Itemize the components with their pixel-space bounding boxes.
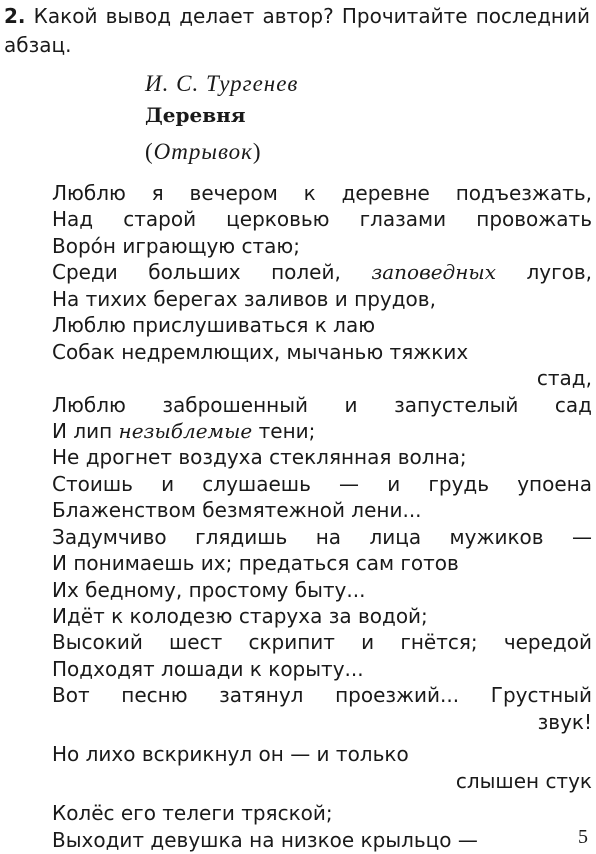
poem-line-part: тени; xyxy=(252,418,316,443)
poem-line: Не дрогнет воздуха стеклянная волна; xyxy=(52,445,467,470)
poem-line: Высокий шест скрипит и гнётся; чередой xyxy=(52,630,592,655)
poem-line: Колёс его телеги тряской; xyxy=(52,801,333,826)
poem-line: И понимаешь их; предаться сам готов xyxy=(52,551,459,576)
poem-line: Вот песню затянул проезжий... Грустный xyxy=(52,683,592,708)
poem-line: Воро́н играющую стаю; xyxy=(52,233,300,258)
poem-line-italic-word: заповедных xyxy=(371,260,496,285)
poem-line: Люблю заброшенный и запустелый сад xyxy=(52,392,592,417)
poem-line-wrap: стад, xyxy=(536,366,592,391)
poem-body xyxy=(52,180,592,853)
poem-line-part: И лип xyxy=(52,418,119,443)
page-number: 5 xyxy=(578,826,588,848)
poem-title: Деревня xyxy=(145,103,246,127)
task-prompt xyxy=(4,2,590,60)
poem-line: Люблю прислушиваться к лаю xyxy=(52,313,376,338)
poem-line-wrap: слышен стук xyxy=(455,768,592,793)
poem-line-part: Среди больших полей, xyxy=(52,260,372,285)
poem-line: Над старой церковью глазами провожать xyxy=(52,207,592,232)
poem-line: Идёт к колодезю старуха за водой; xyxy=(52,604,428,628)
poem-line: Блаженством безмятежной лени... xyxy=(52,498,422,523)
poem-author: И. С. Тургенев xyxy=(145,71,299,96)
poem-line: Люблю я вечером к деревне подъезжать, xyxy=(52,181,592,205)
poem-line-wrap: звук! xyxy=(537,709,592,734)
poem-line: Стоишь и слушаешь — и грудь упоена xyxy=(52,471,592,496)
poem-line: Выходит девушка на низкое крыльцо — xyxy=(52,827,478,852)
subtitle-open-paren: ( xyxy=(145,139,154,164)
subtitle-close-paren: ) xyxy=(252,139,262,164)
poem-line: Подходят лошади к корыту... xyxy=(52,656,364,681)
poem-line: Их бедному, простому быту... xyxy=(52,577,366,602)
poem-line-part: лугов, xyxy=(495,260,592,285)
poem-subtitle xyxy=(145,139,262,165)
poem-line: Но лихо вскрикнул он — и только xyxy=(52,742,409,767)
poem-line xyxy=(52,259,592,285)
poem-line: На тихих берегах заливов и прудов, xyxy=(52,286,436,311)
poem-line: Собак недремлющих, мычанью тяжких xyxy=(52,339,469,364)
subtitle-word: Отрывок xyxy=(153,139,253,164)
poem-line xyxy=(52,418,592,444)
task-text: Какой вывод делает автор? Прочитайте последний абзац. xyxy=(4,4,590,57)
poem-line: Задумчиво глядишь на лица мужиков — xyxy=(52,524,592,549)
poem-line-italic-word: незыблемые xyxy=(118,418,253,443)
task-number: 2. xyxy=(4,4,26,28)
